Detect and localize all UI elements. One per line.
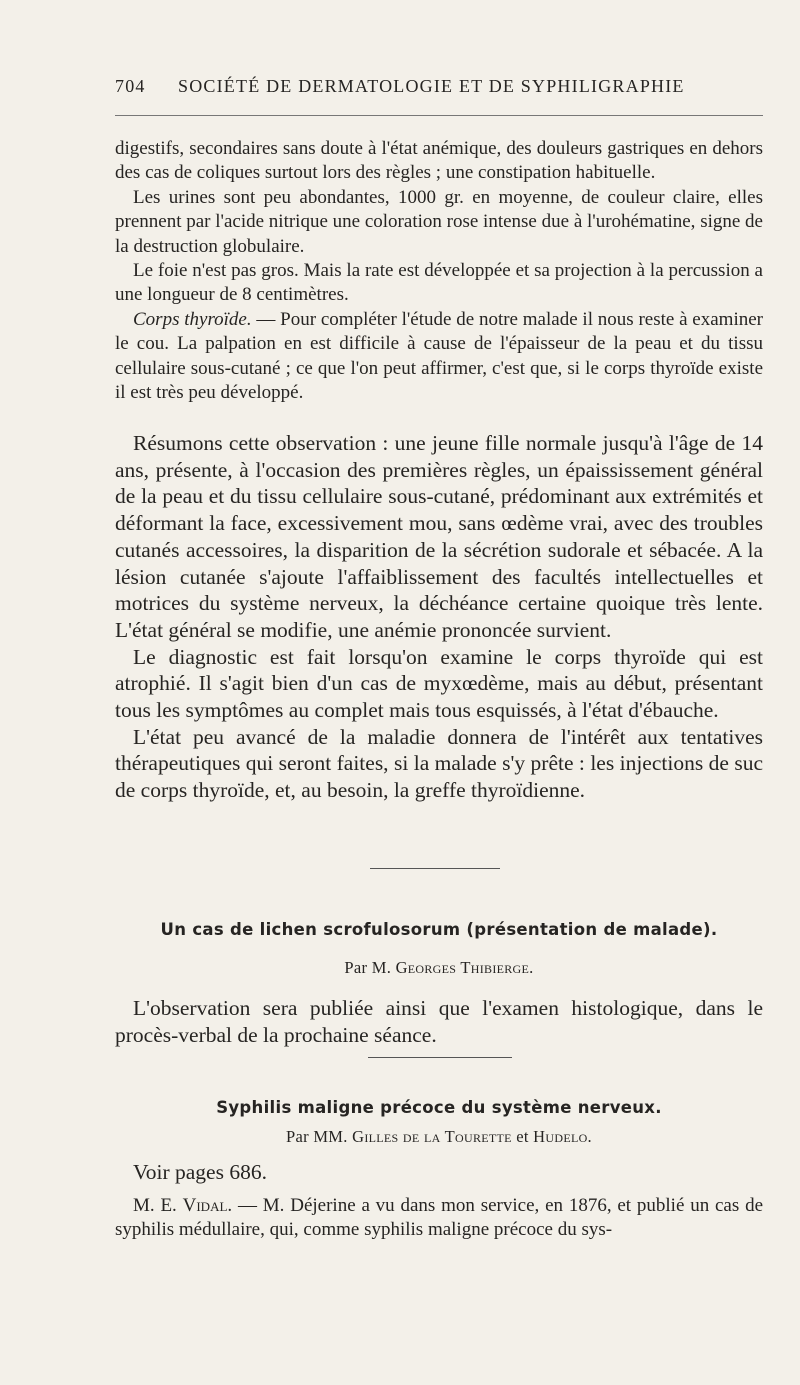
header-rule	[115, 115, 763, 116]
byline-conjunction: et	[511, 1127, 534, 1146]
discussion-vidal	[115, 1194, 763, 1243]
subheading-corps-thyroide: Corps thyroïde.	[133, 308, 252, 330]
paragraph-digestifs: digestifs, secondaires sans doute à l'état anémique, des douleurs gastriques en dehors des cas de coliques surtout lors des règles ; une constipation habituelle.	[115, 138, 763, 184]
article-title-syphilis: Syphilis maligne précoce du système nerveux.	[216, 1098, 662, 1117]
article-body-lichen	[115, 995, 763, 1048]
running-title: SOCIÉTÉ DE DERMATOLOGIE ET DE SYPHILIGRAPHIE	[178, 76, 685, 96]
author-name: Gilles de la Tourette	[352, 1127, 512, 1146]
paragraph-urines: Les urines sont peu abondantes, 1000 gr. en moyenne, de couleur claire, elles prennent par l'acide nitrique une coloration rose intense due à l'urohématine, signe de la destruction globulaire.	[115, 186, 763, 257]
section-separator	[370, 868, 500, 869]
running-header	[115, 76, 763, 108]
speaker-prefix: M. E.	[133, 1195, 183, 1216]
byline-gilles-hudelo	[115, 1127, 763, 1147]
article-title-lichen: Un cas de lichen scrofulosorum (présentation de malade).	[160, 920, 718, 939]
author-name: Georges Thibierge.	[395, 958, 534, 977]
section-small-print	[115, 137, 763, 405]
byline-prefix: Par MM.	[286, 1127, 353, 1146]
byline-thibierge	[115, 958, 763, 978]
author-name: Hudelo.	[533, 1127, 592, 1146]
paragraph-corps-thyroide	[115, 308, 763, 406]
paragraph-resumons: Résumons cette observation : une jeune fille normale jusqu'à l'âge de 14 ans, présente, à l'occasion des premières règles, un épaississement général de la peau et du tissu cellulaire sous-cutané, prédominant aux extrémités et déformant la face, excessivement mou, sans œdème vrai, avec des troubles cutanés accessoires, la disparition de la sécrétion sudorale et sébacée. A la lésion cutanée s'ajoute l'affaiblissement des facultés intellectuelles et motrices du système nerveux, la déchéance certaine quoique très lente. L'état général se modifie, une anémie prononcée survient.	[115, 431, 763, 642]
section-separator	[368, 1057, 512, 1058]
section-summary	[115, 430, 763, 804]
corps-thyroide-text: — Pour compléter l'étude de notre malade il nous reste à examiner le cou. La palpation en est difficile à cause de l'épaisseur de la peau et du tissu cellulaire sous-cutané ; ce que l'on peut affirmer, c'est que, si le corps thyroïde existe il est très peu développé.	[115, 308, 763, 404]
paragraph-etat: L'état peu avancé de la maladie donnera de l'intérêt aux tentatives thérapeutiques qui seront faites, si la malade s'y prête : les injections de suc de corps thyroïde, et, au besoin, la greffe thyroïdienne.	[115, 724, 763, 803]
paragraph-observation: L'observation sera publiée ainsi que l'examen histologique, dans le procès-verbal de la prochaine séance.	[115, 996, 763, 1047]
paragraph-voir-pages: Voir pages 686.	[133, 1160, 267, 1184]
discussion-text: — M. Déjerine a vu dans mon service, en 1876, et publié un cas de syphilis médullaire, qui, comme syphilis maligne précoce du sys-	[115, 1195, 764, 1241]
paragraph-diagnostic: Le diagnostic est fait lorsqu'on examine le corps thyroïde qui est atrophié. Il s'agit bien d'un cas de myxœdème, mais au début, présentant tous les symptômes au complet mais tous esquissés, à l'état d'ébauche.	[115, 644, 763, 723]
paragraph-foie: Le foie n'est pas gros. Mais la rate est développée et sa projection à la percussion a une longueur de 8 centimètres.	[115, 260, 763, 306]
paragraph-vidal	[115, 1194, 763, 1243]
byline-prefix: Par M.	[344, 958, 396, 977]
page-number: 704	[115, 76, 146, 96]
article-body-syphilis	[115, 1159, 763, 1186]
speaker-name: Vidal.	[182, 1195, 233, 1216]
